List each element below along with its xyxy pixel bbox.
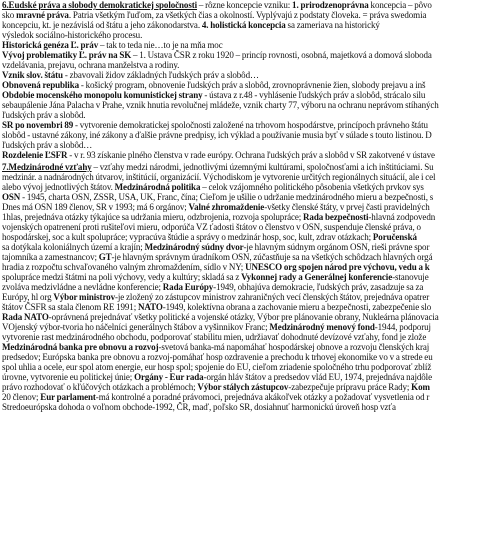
text-run: koncepciu, kt. je nezávislá od štátu a jeho zákonodarstva.: [2, 20, 202, 30]
text-run: 1hlas, prejednáva otázky týkajúce sa udržania mieru, odzbrojenia, rozvoja spolupráce;: [2, 212, 304, 222]
text-run: hospodárskej, soc a kult spolupráce; vypracúva štúdie a správy o medzinár hosp, soc, kult, zdrav otázkach;: [2, 232, 373, 242]
text-line: [2, 192, 491, 202]
text-run: -je hlavným správnym úradníkom OSN, zúčastňuje sa na všetkých schôdzach hlavných orgá: [111, 252, 433, 262]
text-run: právo rozhodovať o kľúčových otázkach a problémoch;: [2, 382, 198, 392]
bold-term: Rada NATO: [2, 312, 49, 322]
text-run: spolupráce medzi štátmi na poli výchovy, vedy a kultúry; skladá sa z: [2, 272, 242, 282]
bold-term: GT: [98, 252, 112, 262]
text-run: sko: [2, 10, 17, 20]
bold-term: 1. prirodzenoprávna: [292, 0, 369, 10]
text-run: -hlavná zodpovedn: [368, 212, 436, 222]
bold-term: Medzinárodná politika: [114, 182, 201, 192]
text-line: [2, 402, 491, 412]
bold-term: 4. holistická koncepcia: [201, 20, 286, 30]
text-run: vzdelávania, prejavu, ochrana manželstva a rodiny.: [2, 60, 180, 70]
text-run: . Patria všetkým ľuďom, za všetkých čias a okolností. Vyplývajú z podstaty človeka. = práva swedomia: [68, 10, 427, 20]
text-run: -1949, kolektívna obrana a zachovanie mieru a bezpečnosti, zabezpečenie slo: [162, 302, 432, 312]
text-run: -orgán hláv štátov a predsedov vlád EU, 1974, prejednáva najdôle: [203, 372, 432, 382]
text-line: [2, 212, 491, 222]
text-line: [2, 100, 491, 110]
bold-term: Poručenská: [372, 232, 417, 242]
text-line: [2, 262, 491, 272]
text-run: spol uhlia a ocele, eur spol atom energie, eur hosp spol; spojenie do EU, cieľom zriadenie spoločného trhu podporovať zblíž: [2, 362, 432, 372]
text-run: - ústava z r.48 - vyhlásenie ľudských práv a slobôd, strácalo silu: [202, 90, 426, 100]
text-run: Dnes má OSN 189 členov, SR v 1993; má 6 orgánov;: [2, 202, 189, 212]
text-line: [2, 292, 491, 302]
bold-term: Vznik slov. štátu: [2, 70, 63, 80]
text-line: [2, 332, 491, 342]
text-run: slobôd - ustavné zákony, iné zákony a ďalšie právne predpisy, ich výklad a používanie musia byť v súlade s touto listinou. D: [2, 130, 432, 140]
bold-term: Obdobie mocenského monopolu komunistickej strany: [2, 90, 203, 100]
text-line: [2, 322, 491, 332]
text-run: -je hlavným súdnym orgánom OSN, rieši právne spor: [243, 242, 430, 252]
text-run: -stanovuje: [392, 272, 429, 282]
text-line: [2, 162, 491, 172]
text-line: [2, 90, 491, 100]
bold-term: Medzinárodný súdny dvor: [144, 242, 244, 252]
text-run: tajomníka a zamestnancov;: [2, 252, 99, 262]
text-run: koncepcia – pôvo: [368, 0, 432, 10]
text-line: [2, 252, 491, 262]
text-line: [2, 362, 491, 372]
text-line: [2, 40, 491, 50]
text-line: [2, 60, 491, 70]
bold-term: Medzinárodný menový fond: [269, 322, 375, 332]
text-line: [2, 202, 491, 212]
text-run: štátov ČSFR sa stala členom RE 1991;: [2, 302, 138, 312]
text-run: – rôzne koncepcie vzniku:: [197, 0, 293, 10]
text-run: -zabezpečuje prípravu práce Rady;: [288, 382, 412, 392]
bold-term: Eur parlament: [40, 392, 96, 402]
bold-term: Rada bezpečnosti: [303, 212, 369, 222]
text-line: [2, 272, 491, 282]
text-line: [2, 172, 491, 182]
text-line: [2, 140, 491, 150]
text-line: [2, 372, 491, 382]
text-run: medzinár. a nadnárodných útvarov, inštitúcií, organizácií. Východiskom je vytvorenie určitých regionálnych situácií, ale i cel: [2, 172, 436, 182]
text-run: - košický program, obnovenie ľudských práv a slobôd, zrovnoprávnenie žien, slobody prejavu a inš: [79, 80, 426, 90]
text-line: [2, 0, 491, 10]
text-run: -oprávnená prejednávať všetky politické a vojenské otázky, Výbor pre plánovanie obrany, Nukleárna plánovacia: [48, 312, 439, 322]
bold-term: Historická genéza Ľ. práv: [2, 40, 99, 50]
bold-term: Kom: [411, 382, 430, 392]
text-run: - 1945, charta OSN, ZSSR, USA, UK, Franc, čína; Cieľom je ušilie o udržanie medzinárodného mieru a bezpečnosti, s: [20, 192, 434, 202]
bold-term: Orgány - Eur rada: [134, 372, 204, 382]
text-run: -je zložený zo zástupcov ministrov zahraničných vecí členských štátov, prejednáva opatrer: [114, 292, 430, 302]
text-line: [2, 282, 491, 292]
bold-term: 7.Medzinárodné vzťahy: [2, 162, 92, 172]
text-run: výsledok sociálno-historického procesu.: [2, 30, 143, 40]
text-line: [2, 342, 491, 352]
bold-term: NATO: [137, 302, 163, 312]
bold-term: Výbor ministrov: [53, 292, 115, 302]
text-run: -1944, podporuj: [374, 322, 431, 332]
text-run: -svetová banka-má napomáhať hospodárskej obnove a rozvoju členských kraj: [158, 342, 430, 352]
bold-term: Rada Európy: [162, 282, 214, 292]
text-line: [2, 182, 491, 192]
text-line: [2, 222, 491, 232]
text-run: Európy, hl org: [2, 292, 54, 302]
text-run: úrovne, vytvorenie eu politickej únie;: [2, 372, 135, 382]
text-run: -všetky členské štáty, v prvej časti pravidelných: [264, 202, 430, 212]
text-line: [2, 10, 491, 20]
text-line: [2, 242, 491, 252]
text-run: sa dotýkala koloniálnych území a krajín;: [2, 242, 145, 252]
text-run: – 1. Ustava ČSR z roku 1920 – princíp rovnosti, osobná, majetková a domová sloboda: [131, 50, 432, 60]
text-run: Stredoeurópska dohoda o voľnom obchode-1992, ČR, maď, poľsko SR, dosiahnuť harmonickú úroveň hosp vzťa: [2, 402, 396, 412]
text-run: vytvorenie rast medzinárodného obchodu, podporovať stabilitu mien, udržiavať dohodnuté devízové vzťahy, fond je zlože: [2, 332, 427, 342]
text-run: - v r. 93 získanie plného členstva v rade európy. Ochrana ľudských práv a slobôd v SR zakotvené v ústave: [67, 150, 435, 160]
text-line: [2, 30, 491, 40]
text-run: -1949, obhajúva demokracie, ľudských práv, zasadzuje sa za: [213, 282, 424, 292]
bold-term: Obnovená republika: [2, 80, 80, 90]
text-run: – celok vzájomného politického pôsobenia všetkých prvkov sys: [200, 182, 424, 192]
text-run: - zbavovali židov základných ľudských práv a slobôd…: [62, 70, 259, 80]
text-line: [2, 120, 491, 130]
text-line: [2, 130, 491, 140]
text-run: predsedov; Európska banka pre obnovu a rozvoj-pomáhať hosp ozdravenie a prechodu k trhovej ekonomike vo v a strede eu: [2, 352, 433, 362]
text-line: [2, 352, 491, 362]
text-line: [2, 70, 491, 80]
bold-term: mravné práva: [16, 10, 69, 20]
text-line: [2, 232, 491, 242]
bold-term: OSN: [2, 192, 21, 202]
bold-term: Rozdelenie ĽSFR: [2, 150, 68, 160]
text-run: vojenských opatrenení proti rušiteľovi mieru, odporúča VZ ťadosti štátov o členstvo v OSN, suspenduje členské práva, o: [2, 222, 421, 232]
bold-term: Výbor stálych zástupcov: [197, 382, 289, 392]
text-line: [2, 150, 491, 160]
text-run: ľudských práv a slobôd…: [2, 140, 93, 150]
text-line: [2, 312, 491, 322]
text-run: ľudských práv a slobôd.: [2, 110, 86, 120]
text-run: - vytvorenie demokratickej spoločnosti založené na trhovom hospodárstve, princípoch právneho štátu: [73, 120, 428, 130]
text-run: alebo vývoj jednotlivých štátov.: [2, 182, 115, 192]
bold-term: UNESCO org spojen národ pre výchovu, vedu a k: [245, 262, 430, 272]
text-line: [2, 50, 491, 60]
bold-term: SR po novembri 89: [2, 120, 74, 130]
text-run: sebaupálenie Jána Palacha v Prahe, vznik hnutia revolučnej mládeže, vznik charty 77, výboru na ochranu neprávom stíhaných: [2, 100, 439, 110]
text-line: [2, 80, 491, 90]
text-line: [2, 110, 491, 120]
text-line: [2, 302, 491, 312]
bold-term: Valné zhromaždenie: [188, 202, 265, 212]
bold-term: 6.Eudské práva a slobody demokratickej spoločnosti: [2, 0, 198, 10]
text-run: VOjenský výbor-tvoria ho náčelníci generálnych štábov a vyšinnikov Franc;: [2, 322, 270, 332]
bold-term: Vývoj problematiky Ľ. práv na SK: [2, 50, 132, 60]
text-run: – tak to teda nie…to je na mňa moc: [98, 40, 223, 50]
text-line: [2, 382, 491, 392]
text-run: hradia z rozpočtu schvaľovaného valným zhromaždením, sídlo v NY;: [2, 262, 246, 272]
text-line: [2, 392, 491, 402]
text-run: sa zameriava na historický: [285, 20, 380, 30]
text-run: zvoláva medzivládne a nevládne konferencie;: [2, 282, 163, 292]
bold-term: Medzinárodná banka pre obnovu a rozvoj: [2, 342, 159, 352]
text-line: [2, 20, 491, 30]
text-run: – vzťahy medzi národmi, jednotlivými územnými kultúrami, spoločnosťami a ich inštitúciami. Su: [91, 162, 434, 172]
text-run: -má kontrolné a poradné právomoci, prejednáva akákoľvek otázky a požadovať vysvetlenia od r: [95, 392, 430, 402]
bold-term: Vykonnej rady a Generálnej konferencie: [241, 272, 393, 282]
text-run: 20 členov;: [2, 392, 41, 402]
document-page: [2, 0, 491, 548]
